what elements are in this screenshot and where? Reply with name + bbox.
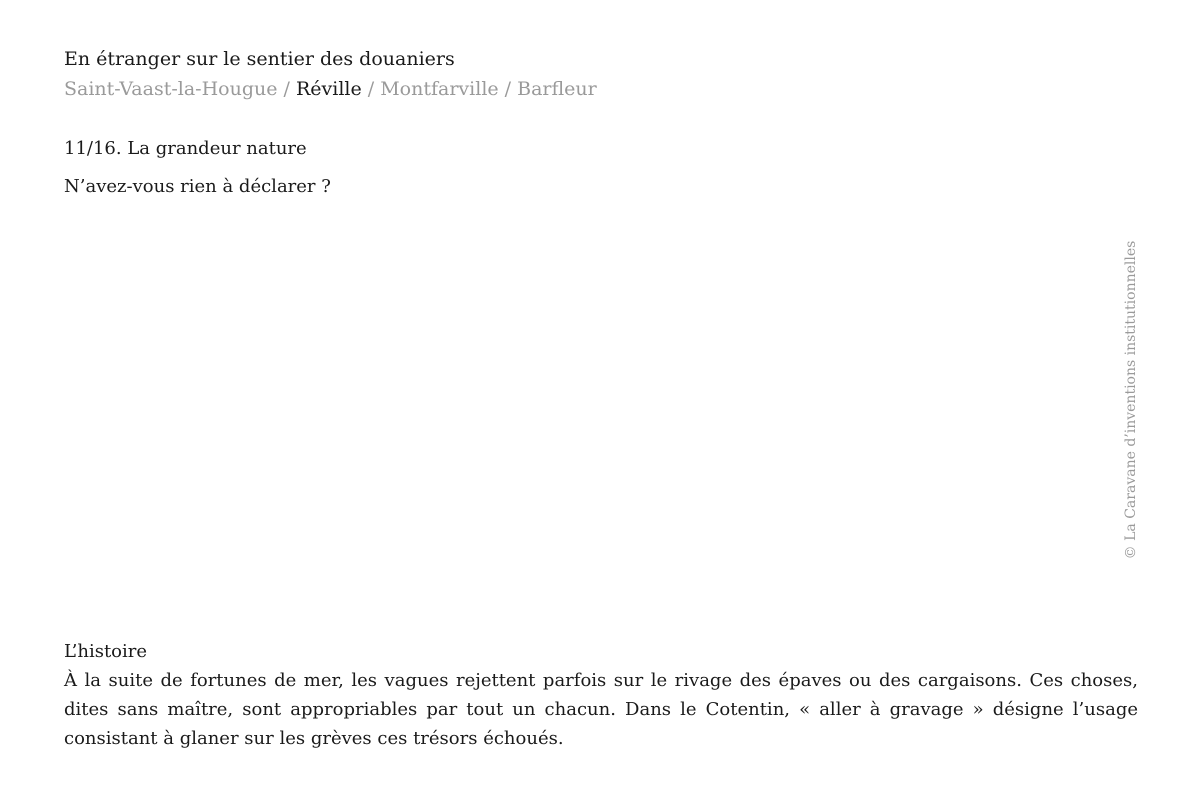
route-stop-montfarville: Montfarville (380, 78, 499, 100)
story-heading: L’histoire (64, 641, 148, 662)
stop-title: 11/16. La grandeur nature (64, 138, 307, 159)
header (64, 44, 964, 104)
route-stop-saint-vaast: Saint-Vaast-la-Hougue (64, 78, 278, 100)
stop-block (64, 134, 964, 202)
route-stop-barfleur: Barfleur (517, 78, 597, 100)
route-separator: / (498, 78, 518, 100)
route-separator: / (361, 78, 381, 100)
route-separator: / (277, 78, 296, 100)
story-body: À la suite de fortunes de mer, les vagues rejettent parfois sur le rivage des épaves ou des cargaisons. Ces choses, dites sans maître, sont appropriables par tout un chacun. Dans le Cotentin, « aller à gravage » désigne l’usage consistant à glaner sur les grèves ces trésors échoués. (64, 670, 1138, 749)
series-title: En étranger sur le sentier des douaniers (64, 48, 455, 70)
route-breadcrumb (64, 74, 964, 104)
route-stop-reville-current: Réville (295, 78, 362, 100)
stop-question: N’avez-vous rien à déclarer ? (64, 176, 331, 197)
copyright-credit: © La Caravane d’inventions institutionnelles (1123, 240, 1139, 560)
story-section (64, 638, 1138, 753)
